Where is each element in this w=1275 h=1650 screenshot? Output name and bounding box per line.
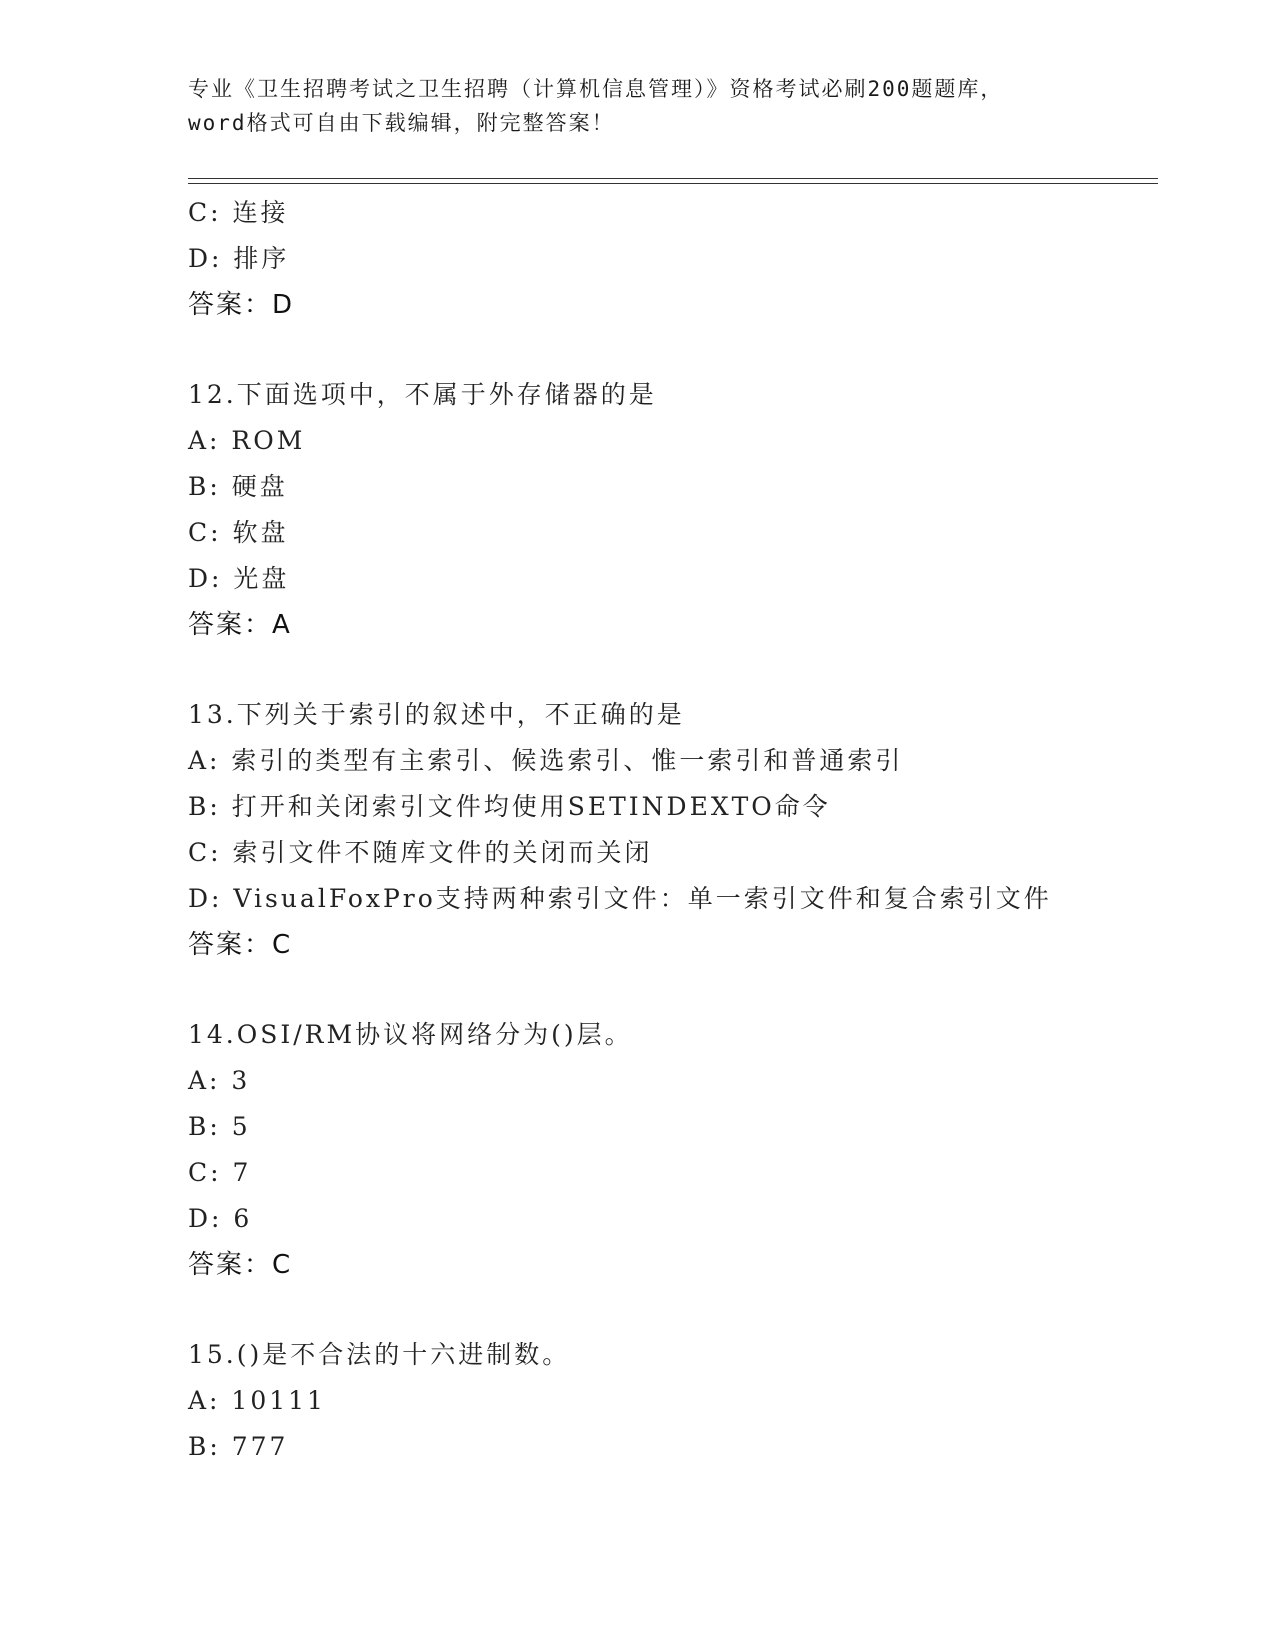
question-11-partial (188, 190, 1188, 328)
answer-line: 答案：D (188, 290, 295, 320)
option-a: A: ROM (188, 426, 306, 455)
question-text: 12.下面选项中，不属于外存储器的是 (188, 380, 657, 409)
option-d: D: 排序 (188, 244, 290, 273)
option-a: A: 索引的类型有主索引、候选索引、惟一索引和普通索引 (188, 746, 904, 775)
option-d: D: 光盘 (188, 564, 290, 593)
option-d: D: 6 (188, 1204, 253, 1233)
question-spacer (188, 328, 1188, 372)
option-b: B: 5 (188, 1112, 251, 1141)
question-text: 13.下列关于索引的叙述中，不正确的是 (188, 700, 685, 729)
question-spacer (188, 648, 1188, 692)
question-text: 15.()是不合法的十六进制数。 (188, 1340, 571, 1369)
question-spacer (188, 1288, 1188, 1332)
question-text: 14.OSI/RM协议将网络分为()层。 (188, 1020, 633, 1049)
option-c: C: 索引文件不随库文件的关闭而关闭 (188, 838, 653, 867)
header-divider-bottom (188, 183, 1158, 184)
answer-line: 答案：C (188, 930, 293, 960)
header-title-line-2: word格式可自由下载编辑，附完整答案！ (188, 111, 615, 135)
option-d: D: VisualFoxPro支持两种索引文件：单一索引文件和复合索引文件 (188, 884, 1052, 913)
document-header (188, 72, 1088, 140)
option-c: C: 7 (188, 1158, 252, 1187)
question-spacer (188, 968, 1188, 1012)
answer-line: 答案：A (188, 610, 292, 640)
question-15-partial (188, 1332, 1188, 1470)
question-list (188, 190, 1188, 1470)
option-c: C: 软盘 (188, 518, 289, 547)
option-b: B: 打开和关闭索引文件均使用SETINDEXTO命令 (188, 792, 831, 821)
option-a: A: 3 (188, 1066, 251, 1095)
question-14 (188, 1012, 1188, 1288)
option-c: C: 连接 (188, 198, 289, 227)
header-title-line-1: 专业《卫生招聘考试之卫生招聘（计算机信息管理）》资格考试必刷200题题库， (188, 77, 1004, 101)
answer-line: 答案：C (188, 1250, 293, 1280)
question-12 (188, 372, 1188, 648)
option-b: B: 硬盘 (188, 472, 288, 501)
question-13 (188, 692, 1188, 968)
option-b: B: 777 (188, 1432, 289, 1461)
option-a: A: 10111 (188, 1386, 326, 1415)
header-divider-top (188, 178, 1158, 179)
